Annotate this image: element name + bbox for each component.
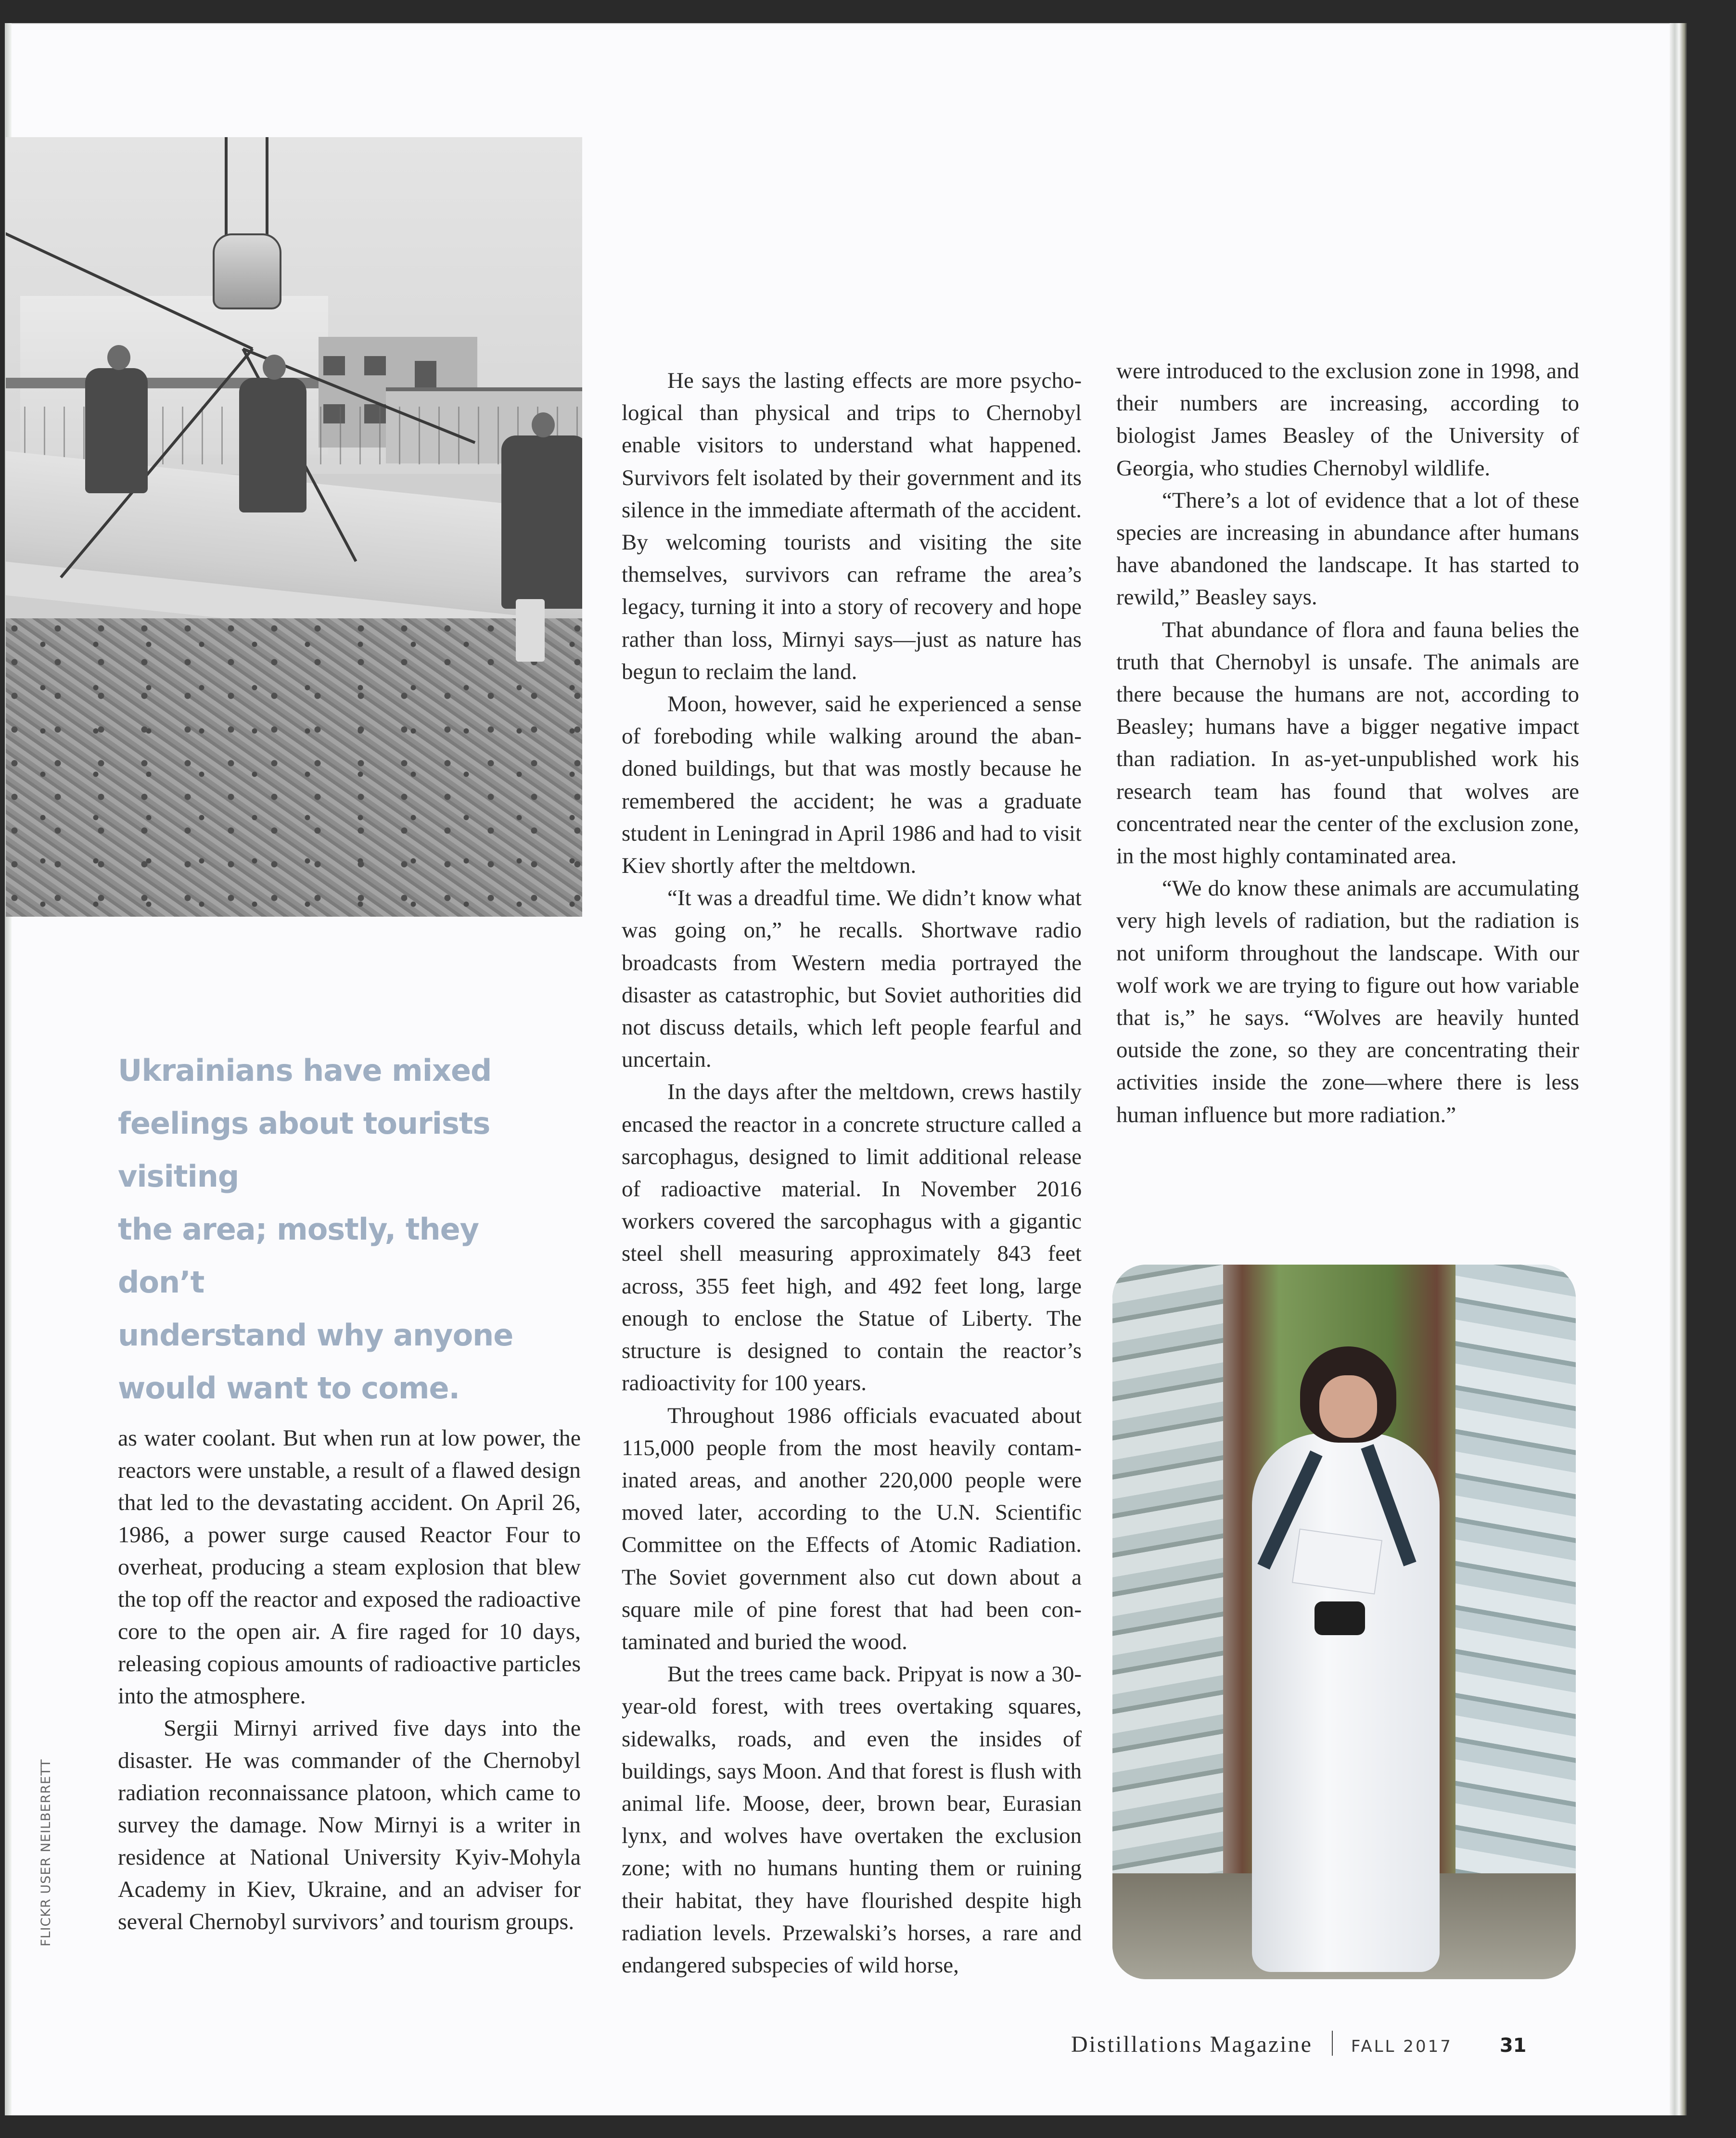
worker-left [85,368,148,493]
paragraph: as water coolant. But when run at low power, the reactors were unstable, a result of a flawed design that led to the devastating accident. On April 26, 1986, a power surge caused Reactor Four to overheat, producing a steam explosion that blew the top off the reactor and exposed the radioactive core to the open air. A fire raged for 10 days, releasing copious amounts of radioactive particles into the atmosphere. [118,1425,581,1709]
magazine-title: Distillations Magazine [1071,2032,1313,2057]
issue-label: FALL 2017 [1351,2037,1453,2056]
photo-woman-protective-suit [1112,1265,1576,1979]
paragraph: But the trees came back. Pripyat is now a 30-year-old forest, with trees overtaking squares, sidewalks, roads, and even the insides of buildings, says Moon. And that forest is flush with animal life. Moose, deer, brown bear, Eurasian lynx, and wolves have overtaken the exclusion zone; with no humans hunting them or ruining their habitat, they have flourished despite high radiation levels. Przewalski’s horses, a rare and endangered subspecies of wild horse, [622,1662,1082,1978]
photo-crane-workers [6,137,582,917]
paragraph: Throughout 1986 officials evacuated about 115,000 people from the most heavily contaminated areas, and another 220,000 people were moved later, according to the U.N. Scientific Committee on the Effects of Atomic Radiation. The Soviet government also cut down about a square mile of pine forest that had been contaminated and buried the wood. [622,1403,1082,1654]
pull-quote-line: understand why anyone [118,1318,513,1353]
footer-divider [1332,2031,1333,2056]
page-footer [1071,2027,1527,2056]
photo-peeling-wall-left [1112,1265,1223,1979]
body-column-middle [622,365,1082,1982]
paragraph: “It was a dreadful time. We didn’t know what was going on,” he recalls. Shortwave radio broadcasts from Western media portrayed the disaster as catastrophic, but Soviet authorities did not discuss details, which left people fearful and uncertain. [622,885,1082,1073]
body-column-right [1116,355,1579,1131]
pull-quote-line: would want to come. [118,1370,460,1406]
pull-quote [118,1044,551,1415]
page-edge [1670,23,1687,2115]
paragraph: “There’s a lot of evidence that a lot of these species are increasing in abundance after humans have abandoned the landscape. It has started to rewild,” Beasley says. [1116,487,1579,610]
pull-quote-line: the area; mostly, they don’t [118,1212,479,1300]
photo-credit: FLICKR USER NEILBERRETT [38,1759,53,1946]
paragraph: Sergii Mirnyi arrived five days into the disaster. He was commander of the Chernobyl radiation reconnaissance platoon, which came to survey the damage. Now Mirnyi is a writer in residence at National University Kyiv-Mohyla Academy in Kiev, Ukraine, and an adviser for several Chernobyl survivors’ and tourism groups. [118,1716,581,1934]
paragraph: That abundance of flora and fauna belies the truth that Chernobyl is unsafe. The animals are there because the humans are not, according to Beasley; humans have a bigger negative impact than radiation. In as-yet-unpublished work his research team has found that wolves are concentrated near the center of the exclusion zone, in the most highly contaminated area. [1116,617,1579,869]
worker-right [501,435,582,609]
crane-hook [213,233,281,309]
photo-papers [1292,1528,1382,1594]
paragraph: In the days after the meltdown, crews hastily encased the reactor in a concrete structure called a sarcophagus, designed to limit additional release of radioactive material. In November 2016 workers covered the sarcophagus with a gigantic steel shell measuring approximately 843 feet across, 355 feet high, and 492 feet long, large enough to enclose the Statue of Liberty. The structure is designed to contain the reactor’s radioactivity for 100 years. [622,1079,1082,1396]
paragraph: “We do know these animals are accumulating very high levels of radiation, but the radiation is not uniform throughout the landscape. With our wolf work we are trying to figure out how variable that is,” he says. “Wolves are heavily hunted outside the zone, so they are concentrating their activities inside the zone—where there is less human influence but more radiation.” [1116,876,1579,1127]
worker-center [239,378,306,512]
paragraph: were introduced to the exclusion zone in 1998, and their numbers are increasing, according to biologist James Beasley of the University of Georgia, who studies Chernobyl wildlife. [1116,358,1579,481]
photo-ground [6,618,582,917]
paragraph: He says the lasting effects are more psychological than physical and trips to Chernobyl enable visitors to understand what happened. Survivors felt isolated by their government and its silence in the immediate aftermath of the accident. By welcoming tourists and visiting the site themselves, survivors can reframe the area’s legacy, turning it into a story of recovery and hope rather than loss, Mirnyi says—just as nature has begun to reclaim the land. [622,368,1082,684]
page-number: 31 [1499,2035,1527,2057]
body-column-left [118,1422,581,1938]
photo-peeling-wall-right [1455,1265,1576,1979]
pull-quote-line: Ukrainians have mixed [118,1053,492,1088]
paragraph: Moon, however, said he experienced a sense of foreboding while walking around the abandoned buildings, but that was mostly because he remembered the accident; he was a graduate student in Leningrad in April 1986 and had to visit Kiev shortly after the meltdown. [622,691,1082,879]
photo-face [1319,1375,1377,1438]
pull-quote-line: feelings about tourists visiting [118,1106,490,1194]
camera-icon [1315,1601,1365,1635]
